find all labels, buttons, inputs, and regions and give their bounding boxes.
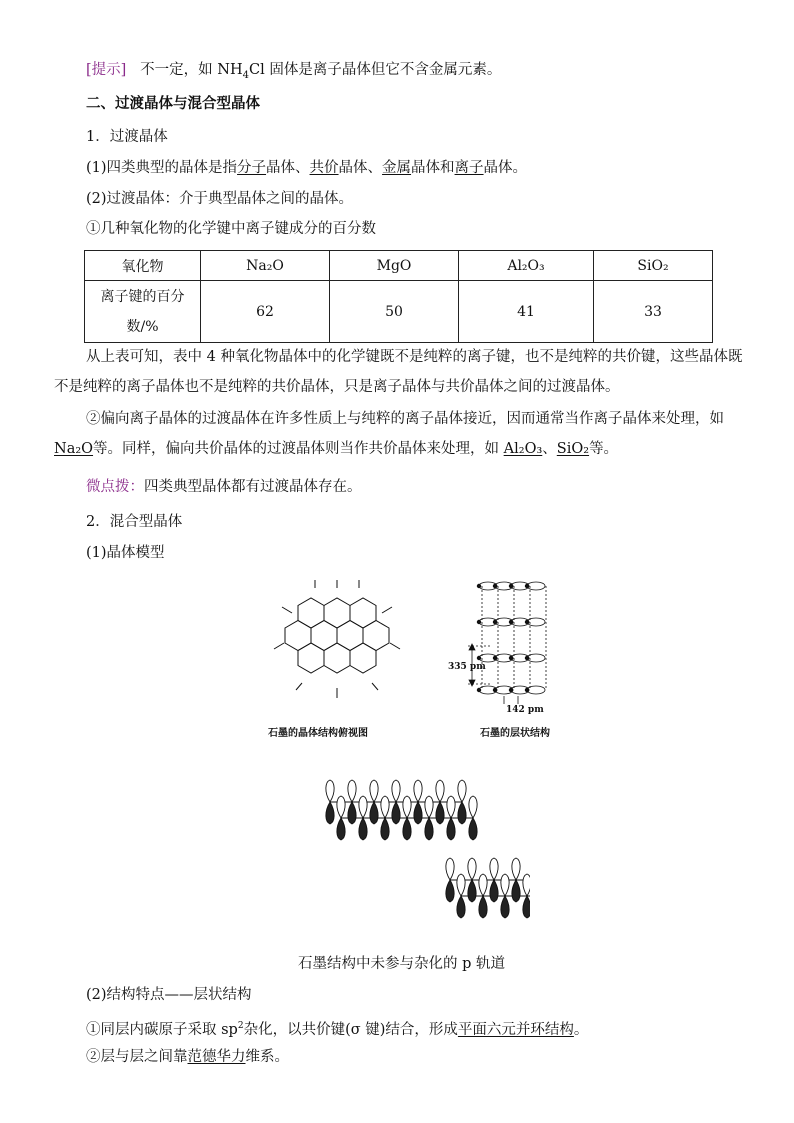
bond-stub bbox=[282, 607, 292, 613]
p-orbital-lobe bbox=[414, 802, 422, 824]
p-orbital-lobe bbox=[469, 818, 477, 840]
carbon-atom bbox=[525, 688, 529, 692]
s1-p2: (2)过渡晶体：介于典型晶体之间的晶体。 bbox=[86, 191, 354, 207]
p-orbital-lobe bbox=[458, 802, 466, 824]
carbon-atom bbox=[525, 656, 529, 660]
p-orbital-lobe bbox=[359, 796, 367, 818]
s2-p3-b: 杂化，以共价键(σ 键)结合，形成 bbox=[243, 1021, 458, 1038]
p-orbital-lobe bbox=[512, 858, 520, 880]
table-row bbox=[85, 281, 713, 343]
s1-title: 1．过渡晶体 bbox=[86, 129, 168, 145]
s2-title: 2．混合型晶体 bbox=[86, 514, 183, 530]
p-orbital-lobe bbox=[512, 880, 520, 902]
carbon-atom bbox=[509, 584, 513, 588]
table-header-row bbox=[85, 251, 713, 281]
p-orbital-lobe bbox=[479, 874, 487, 896]
answer-metallic: 金属 bbox=[382, 160, 412, 176]
table-header-cell: MgO bbox=[330, 251, 459, 281]
bond-stub bbox=[390, 643, 400, 649]
tip-text: 四类典型晶体都有过渡晶体存在。 bbox=[144, 479, 362, 495]
p-orbital-lobe bbox=[490, 858, 498, 880]
table-cell: 33 bbox=[594, 281, 713, 343]
p-orbital-lobe bbox=[348, 780, 356, 802]
answer-van-der-waals: 范德华力 bbox=[187, 1049, 246, 1065]
p-orbital-lobe bbox=[468, 858, 476, 880]
p-orbital-lobe bbox=[392, 780, 400, 802]
carbon-atom bbox=[477, 688, 481, 692]
p-orbital-lobe bbox=[337, 796, 345, 818]
caption-layer: 石墨的层状结构 bbox=[480, 728, 550, 739]
carbon-atom bbox=[509, 688, 513, 692]
s2-p3-a: ①同层内碳原子采取 sp bbox=[86, 1021, 238, 1038]
p-orbital-lobe bbox=[359, 818, 367, 840]
s1-p1 bbox=[86, 158, 527, 178]
bond-stub bbox=[372, 683, 378, 690]
p-orbital-lobe bbox=[447, 796, 455, 818]
hint-sub: 4 bbox=[242, 69, 249, 81]
s1-p1-i: 晶体。 bbox=[483, 160, 528, 176]
p-orbital-lobe bbox=[425, 818, 433, 840]
carbon-atom bbox=[525, 620, 529, 624]
s1-p1-g: 晶体和 bbox=[411, 160, 455, 176]
para1: 从上表可知，表中 4 种氧化物晶体中的化学键既不是纯粹的离子键，也不是纯粹的共价键，这些晶体既不是纯粹的离子晶体也不是纯粹的共价晶体，只是离子晶体与共价晶体之间的过渡晶体。 bbox=[54, 349, 743, 395]
answer-ionic: 离子 bbox=[454, 160, 484, 176]
section2-title: 二、过渡晶体与混合型晶体 bbox=[86, 96, 260, 112]
p-orbital-lobe bbox=[523, 896, 530, 918]
carbon-atom bbox=[509, 620, 513, 624]
s2-p3-sup: 2 bbox=[237, 1021, 244, 1031]
p-orbital-lobe bbox=[446, 880, 454, 902]
p-orbital-lobe bbox=[436, 780, 444, 802]
p-orbital-lobe bbox=[457, 874, 465, 896]
table-row-label bbox=[85, 281, 201, 343]
p-orbital-lobe bbox=[447, 818, 455, 840]
hexagon-ring bbox=[363, 621, 389, 651]
p-orbital-lobe bbox=[403, 818, 411, 840]
row-label-2: 数/% bbox=[126, 318, 159, 335]
p-orbital-lobe bbox=[501, 874, 509, 896]
s2-p4 bbox=[86, 1047, 289, 1067]
hint-line bbox=[86, 60, 501, 86]
table-header-cell: Na₂O bbox=[201, 251, 330, 281]
graphite-layer-figure bbox=[430, 578, 565, 718]
s2-p1: (1)晶体模型 bbox=[86, 545, 165, 561]
p-orbital-lobe bbox=[436, 802, 444, 824]
s1-p1-a: (1)四类典型的晶体是指 bbox=[86, 160, 238, 176]
para2-e: 、 bbox=[542, 441, 557, 457]
p-orbital-lobe bbox=[469, 796, 477, 818]
table-cell: 62 bbox=[201, 281, 330, 343]
table-cell: 41 bbox=[459, 281, 594, 343]
hexagon-ring bbox=[298, 598, 324, 628]
carbon-atom bbox=[493, 688, 497, 692]
p-orbital-lobe bbox=[523, 874, 530, 896]
carbon-atom bbox=[525, 584, 529, 588]
hexagon-ring bbox=[298, 643, 324, 673]
carbon-atom bbox=[477, 620, 481, 624]
carbon-atom bbox=[493, 656, 497, 660]
arrow-head-up bbox=[469, 644, 475, 650]
para2-c: 等。同样，偏向共价晶体的过渡晶体则当作共价晶体来处理，如 bbox=[93, 441, 504, 457]
label-142pm: 142 pm bbox=[506, 705, 544, 715]
s2-p4-c: 维系。 bbox=[245, 1049, 289, 1065]
caption-top-view: 石墨的晶体结构俯视图 bbox=[268, 728, 368, 739]
s2-p4-a: ②层与层之间靠 bbox=[86, 1049, 188, 1065]
bond-stub bbox=[382, 607, 392, 613]
p-orbital-lobe bbox=[425, 796, 433, 818]
hexagon-ring bbox=[311, 621, 337, 651]
p-orbital-lobe bbox=[446, 858, 454, 880]
para2 bbox=[54, 404, 744, 464]
caption-orbital: 石墨结构中未参与杂化的 p 轨道 bbox=[298, 956, 505, 972]
hexagon-ring bbox=[350, 643, 376, 673]
p-orbital-lobe bbox=[326, 802, 334, 824]
para2-g: 等。 bbox=[589, 441, 619, 457]
answer-hexagonal-rings: 平面六元并环结构 bbox=[457, 1021, 574, 1038]
answer-sio2: SiO₂ bbox=[556, 441, 590, 457]
table-header-cell: 氧化物 bbox=[85, 251, 201, 281]
oxide-table bbox=[84, 250, 713, 343]
table-header-cell: SiO₂ bbox=[594, 251, 713, 281]
hexagon-ring bbox=[337, 621, 363, 651]
tip-line bbox=[86, 477, 362, 497]
p-orbital-lobe bbox=[468, 880, 476, 902]
p-orbital-lobe bbox=[348, 802, 356, 824]
s2-p3-d: 。 bbox=[573, 1021, 589, 1038]
s1-p3: ①几种氧化物的化学键中离子键成分的百分数 bbox=[86, 221, 376, 237]
carbon-atom bbox=[493, 620, 497, 624]
hexagon-ring bbox=[324, 643, 350, 673]
hexagon-ring bbox=[285, 621, 311, 651]
arrow-head-down bbox=[469, 680, 475, 686]
row-label-1: 离子键的百分 bbox=[100, 288, 185, 305]
hint-tag: [提示] bbox=[86, 62, 127, 78]
p-orbital-figure bbox=[300, 752, 530, 942]
hint-text-post: Cl 固体是离子晶体但它不含金属元素。 bbox=[248, 62, 502, 78]
s1-p1-c: 晶体、 bbox=[266, 160, 310, 176]
p-orbital-lobe bbox=[458, 780, 466, 802]
carbon-atom bbox=[493, 584, 497, 588]
p-orbital-lobe bbox=[326, 780, 334, 802]
p-orbital-lobe bbox=[414, 780, 422, 802]
p-orbital-lobe bbox=[370, 802, 378, 824]
carbon-atom bbox=[477, 656, 481, 660]
tip-tag: 微点拨： bbox=[86, 479, 144, 495]
answer-covalent: 共价 bbox=[309, 160, 339, 176]
hint-text-pre: 不一定，如 NH bbox=[140, 62, 243, 78]
table-header-cell: Al₂O₃ bbox=[459, 251, 594, 281]
p-orbital-lobe bbox=[370, 780, 378, 802]
bond-stub bbox=[274, 643, 284, 649]
para2-a: ②偏向离子晶体的过渡晶体在许多性质上与纯粹的离子晶体接近，因而通常当作离子晶体来处理，如 bbox=[86, 411, 724, 427]
p-orbital-lobe bbox=[457, 896, 465, 918]
hexagon-ring bbox=[350, 598, 376, 628]
p-orbital-lobe bbox=[392, 802, 400, 824]
p-orbital-lobe bbox=[337, 818, 345, 840]
table-cell: 50 bbox=[330, 281, 459, 343]
p-orbital-lobe bbox=[479, 896, 487, 918]
s1-p1-e: 晶体、 bbox=[338, 160, 383, 176]
p-orbital-lobe bbox=[403, 796, 411, 818]
label-335pm: 335 pm bbox=[448, 662, 486, 672]
s2-p2: (2)结构特点——层状结构 bbox=[86, 987, 252, 1003]
graphite-top-view-figure bbox=[262, 578, 412, 718]
p-orbital-lobe bbox=[381, 818, 389, 840]
p-orbital-lobe bbox=[501, 896, 509, 918]
bond-stub bbox=[296, 683, 302, 690]
s2-p3 bbox=[86, 1016, 588, 1040]
answer-na2o: Na₂O bbox=[54, 441, 94, 457]
answer-molecular: 分子 bbox=[237, 160, 267, 176]
carbon-atom bbox=[509, 656, 513, 660]
answer-al2o3: Al₂O₃ bbox=[503, 441, 543, 457]
carbon-atom bbox=[477, 584, 481, 588]
p-orbital-lobe bbox=[490, 880, 498, 902]
p-orbital-lobe bbox=[381, 796, 389, 818]
hexagon-ring bbox=[324, 598, 350, 628]
